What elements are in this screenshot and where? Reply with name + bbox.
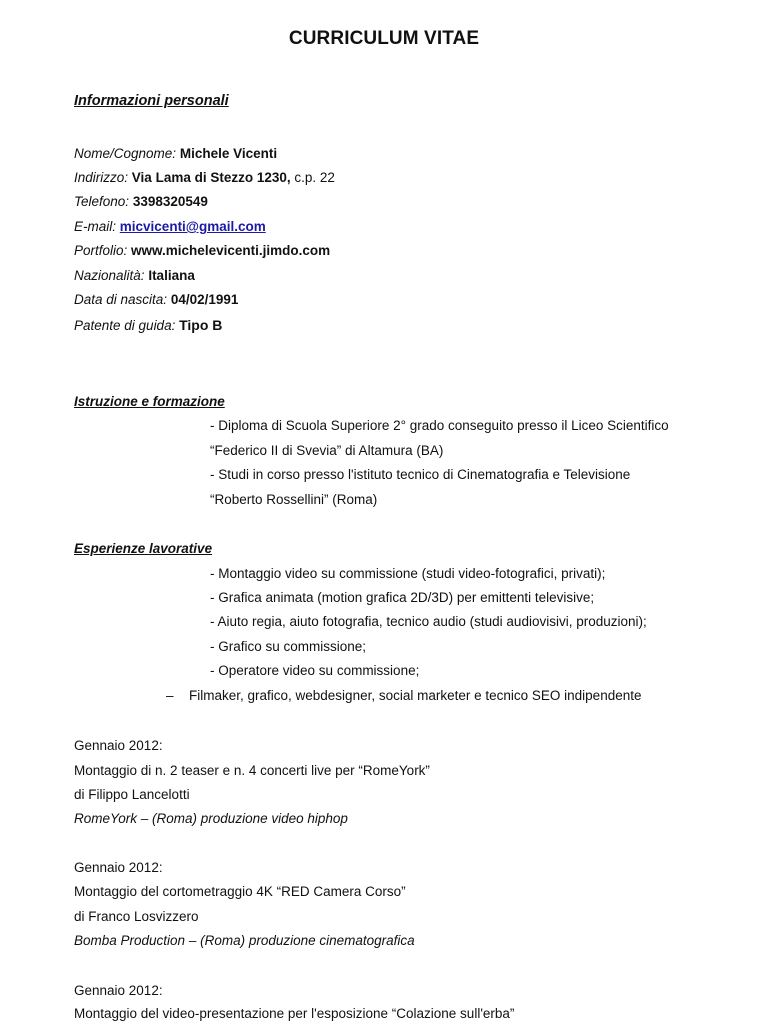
personal-row-portfolio (74, 242, 330, 260)
personal-row-nationality (74, 267, 195, 285)
education-line: “Federico II di Svevia” di Altamura (BA) (210, 443, 444, 458)
dash-item-text: Filmaker, grafico, webdesigner, social marketer e tecnico SEO indipendente (189, 688, 642, 703)
label-license: Patente di guida: (74, 318, 176, 333)
entry-description: Montaggio di n. 2 teaser e n. 4 concerti live per “RomeYork” (74, 763, 430, 778)
value-nationality: Italiana (148, 268, 195, 283)
section-heading-experience: Esperienze lavorative (74, 541, 213, 556)
entry-date: Gennaio 2012: (74, 860, 163, 875)
experience-line: - Operatore video su commissione; (210, 663, 420, 678)
value-birthdate: 04/02/1991 (170, 292, 239, 307)
personal-row-birthdate (74, 291, 238, 309)
entry-author: di Franco Losvizzero (74, 909, 199, 924)
entry-company: Bomba Production – (Roma) produzione cinematografica (74, 933, 415, 948)
personal-row-license (74, 316, 222, 335)
entry-description: Montaggio del video-presentazione per l'esposizione “Colazione sull'erba” (74, 1006, 515, 1021)
label-nationality: Nazionalità: (74, 268, 145, 283)
personal-row-name (74, 145, 277, 163)
experience-line: - Aiuto regia, aiuto fotografia, tecnico audio (studi audiovisivi, produzioni); (210, 614, 647, 629)
section-heading-education: Istruzione e formazione (74, 394, 225, 409)
entry-company: RomeYork – (Roma) produzione video hiphop (74, 811, 348, 826)
personal-row-phone (74, 193, 208, 211)
entry-author: di Filippo Lancelotti (74, 787, 190, 802)
value-name: Michele Vicenti (179, 146, 278, 161)
value-address-cp: c.p. 22 (294, 170, 335, 185)
label-birthdate: Data di nascita: (74, 292, 168, 307)
entry-date: Gennaio 2012: (74, 983, 163, 998)
dash-bullet: – (166, 688, 174, 703)
section-heading-personal: Informazioni personali (74, 93, 229, 109)
label-portfolio: Portfolio: (74, 243, 128, 258)
education-line: “Roberto Rossellini” (Roma) (210, 492, 378, 507)
entry-description: Montaggio del cortometraggio 4K “RED Camera Corso” (74, 884, 406, 899)
document-title: CURRICULUM VITAE (288, 28, 480, 49)
experience-line: - Grafica animata (motion grafica 2D/3D) per emittenti televisive; (210, 590, 595, 605)
experience-line: - Grafico su commissione; (210, 639, 367, 654)
value-portfolio: www.michelevicenti.jimdo.com (131, 243, 331, 258)
entry-date: Gennaio 2012: (74, 738, 163, 753)
email-link[interactable]: micvicenti@gmail.com (119, 219, 266, 234)
label-address: Indirizzo: (74, 170, 129, 185)
experience-line: - Montaggio video su commissione (studi video-fotografici, privati); (210, 566, 606, 581)
label-phone: Telefono: (74, 194, 130, 209)
experience-dash-item (166, 687, 641, 705)
education-line: - Diploma di Scuola Superiore 2° grado conseguito presso il Liceo Scientifico (210, 418, 669, 433)
label-name: Nome/Cognome: (74, 146, 177, 161)
value-license: Tipo B (179, 317, 223, 333)
education-line: - Studi in corso presso l'istituto tecnico di Cinematografia e Televisione (210, 467, 631, 482)
label-email: E-mail: (74, 219, 117, 234)
personal-row-address (74, 169, 335, 187)
value-phone: 3398320549 (132, 194, 208, 209)
value-address: Via Lama di Stezzo 1230, (131, 170, 291, 185)
personal-row-email (74, 218, 266, 236)
